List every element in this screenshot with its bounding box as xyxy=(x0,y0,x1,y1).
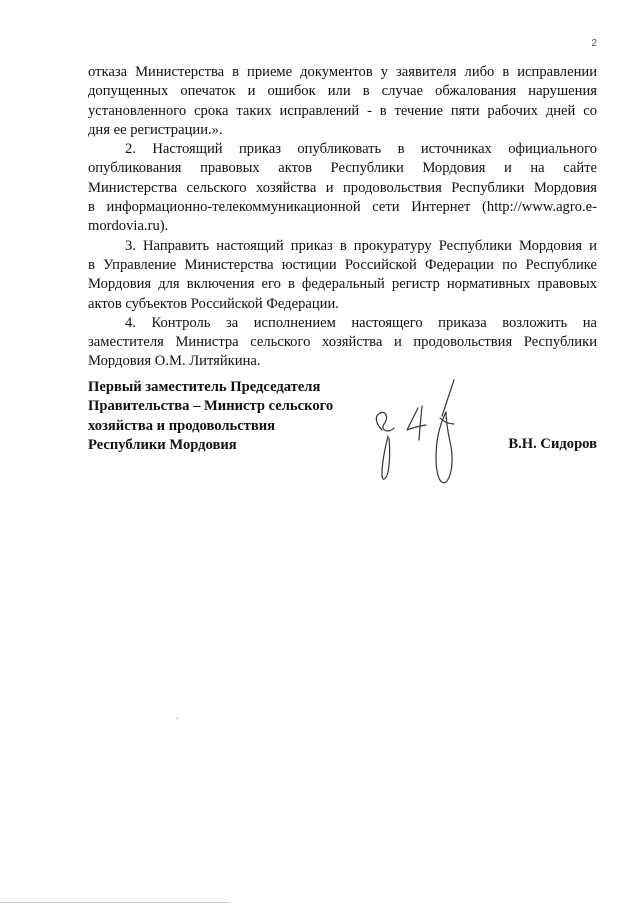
document-body xyxy=(88,63,597,372)
handwritten-signature-icon xyxy=(370,378,480,490)
signer-title-line: Первый заместитель Председателя xyxy=(88,379,321,395)
signature-block xyxy=(88,378,597,508)
signer-name: В.Н. Сидоров xyxy=(508,436,597,452)
signer-title-line: хозяйства и продовольствия xyxy=(88,417,276,434)
signer-title xyxy=(88,378,388,455)
text-line: актов субъектов Российской Федерации. xyxy=(88,295,339,312)
text-line: в Управление Министерства юстиции Российской Федерации по Республике xyxy=(88,256,597,273)
text-line: заместителя Министра сельского хозяйства и продовольствия Республики xyxy=(88,334,597,351)
text-line: опубликования правовых актов Республики Мордовия и на сайте xyxy=(88,160,597,177)
page-number: 2 xyxy=(591,38,597,49)
signer-title-line: Республики Мордовия xyxy=(88,436,237,453)
scan-speck xyxy=(176,718,178,719)
text-line: дня ее регистрации.». xyxy=(88,121,223,138)
text-line: Мордовия О.М. Литяйкина. xyxy=(88,353,261,370)
text-line: в информационно-телекоммуникационной сети Интернет (http://www.agro.e- xyxy=(88,199,597,216)
text-line: установленного срока таких исправлений - в течение пяти рабочих дней со xyxy=(88,102,597,119)
paragraph-2-first-line: 2. Настоящий приказ опубликовать в источниках официального xyxy=(125,141,597,158)
paragraph-3-first-line: 3. Направить настоящий приказ в прокуратуру Республики Мордовия и xyxy=(125,237,597,254)
text-line: mordovia.ru). xyxy=(88,218,169,235)
signer-title-line: Правительства – Министр сельского xyxy=(88,398,334,415)
text-line: отказа Министерства в приеме документов у заявителя либо в исправлении xyxy=(88,64,597,80)
text-line: Министерства сельского хозяйства и продовольствия Республики Мордовия xyxy=(88,179,597,196)
bottom-edge-line xyxy=(0,902,230,903)
text-line: допущенных опечаток и ошибок или в случае обжалования нарушения xyxy=(88,83,597,100)
paragraph-4-first-line: 4. Контроль за исполнением настоящего приказа возложить на xyxy=(125,314,597,331)
text-line: Мордовия для включения его в федеральный регистр нормативных правовых xyxy=(88,276,597,293)
